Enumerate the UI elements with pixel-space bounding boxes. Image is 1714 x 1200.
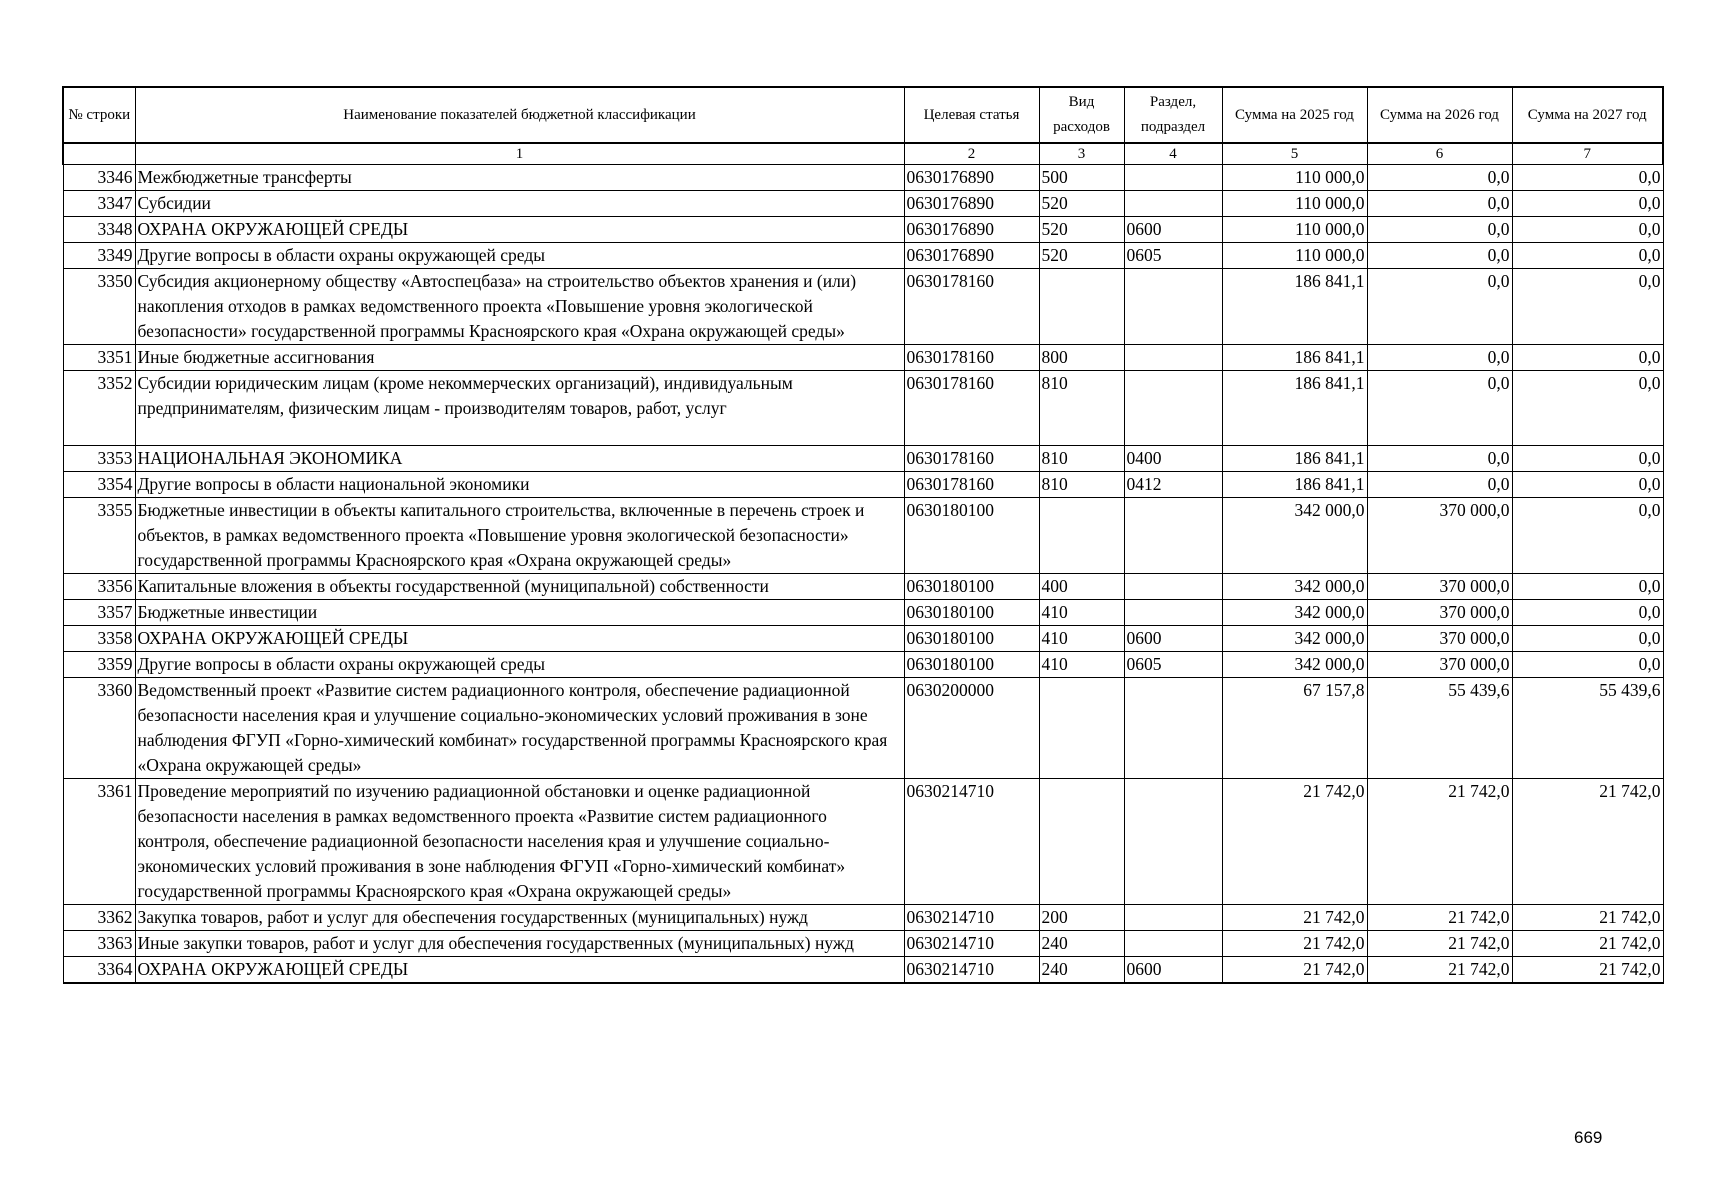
row-section bbox=[1124, 345, 1222, 371]
row-sum-2026: 55 439,6 bbox=[1367, 678, 1512, 779]
row-sum-2026: 370 000,0 bbox=[1367, 600, 1512, 626]
row-name: Проведение мероприятий по изучению радиационной обстановки и оценке радиационной безопасности населения в рамках ведомственного проекта «Развитие систем радиационного контроля, обеспечение радиационной безопасности населения края и улучшение социально-экономических условий проживания в зоне наблюдения ФГУП «Горно-химический комбинат» государственной программы Красноярского края «Охрана окружающей среды» bbox=[135, 779, 904, 905]
row-name: ОХРАНА ОКРУЖАЮЩЕЙ СРЕДЫ bbox=[135, 957, 904, 984]
header-razdel: Раздел, подраздел bbox=[1124, 87, 1222, 143]
row-section: 0600 bbox=[1124, 626, 1222, 652]
row-section bbox=[1124, 498, 1222, 574]
row-expense-type: 810 bbox=[1039, 371, 1124, 446]
row-target-code: 0630180100 bbox=[904, 574, 1039, 600]
row-sum-2026: 0,0 bbox=[1367, 243, 1512, 269]
row-section bbox=[1124, 269, 1222, 345]
row-sum-2027: 0,0 bbox=[1512, 652, 1663, 678]
row-number: 3350 bbox=[63, 269, 135, 345]
column-number: 4 bbox=[1124, 143, 1222, 165]
row-sum-2026: 370 000,0 bbox=[1367, 626, 1512, 652]
table-row bbox=[63, 498, 1663, 574]
row-section bbox=[1124, 905, 1222, 931]
row-name: Субсидии bbox=[135, 191, 904, 217]
row-expense-type: 200 bbox=[1039, 905, 1124, 931]
row-target-code: 0630178160 bbox=[904, 269, 1039, 345]
row-number: 3347 bbox=[63, 191, 135, 217]
row-name: ОХРАНА ОКРУЖАЮЩЕЙ СРЕДЫ bbox=[135, 217, 904, 243]
table-row bbox=[63, 600, 1663, 626]
row-section: 0600 bbox=[1124, 957, 1222, 984]
row-section bbox=[1124, 191, 1222, 217]
row-sum-2026: 0,0 bbox=[1367, 269, 1512, 345]
row-sum-2027: 0,0 bbox=[1512, 472, 1663, 498]
row-sum-2026: 0,0 bbox=[1367, 345, 1512, 371]
row-section bbox=[1124, 574, 1222, 600]
row-target-code: 0630176890 bbox=[904, 217, 1039, 243]
row-expense-type: 810 bbox=[1039, 446, 1124, 472]
row-name: Закупка товаров, работ и услуг для обеспечения государственных (муниципальных) нужд bbox=[135, 905, 904, 931]
row-sum-2025: 110 000,0 bbox=[1222, 243, 1367, 269]
row-sum-2025: 21 742,0 bbox=[1222, 779, 1367, 905]
row-number: 3359 bbox=[63, 652, 135, 678]
header-vid: Вид расходов bbox=[1039, 87, 1124, 143]
row-name: Субсидии юридическим лицам (кроме некоммерческих организаций), индивидуальным предпринимателям, физическим лицам - производителям товаров, работ, услуг bbox=[135, 371, 904, 446]
row-sum-2026: 21 742,0 bbox=[1367, 779, 1512, 905]
row-name: Капитальные вложения в объекты государственной (муниципальной) собственности bbox=[135, 574, 904, 600]
row-expense-type bbox=[1039, 498, 1124, 574]
row-sum-2025: 186 841,1 bbox=[1222, 446, 1367, 472]
header-sum-2027: Сумма на 2027 год bbox=[1512, 87, 1663, 143]
row-target-code: 0630178160 bbox=[904, 371, 1039, 446]
row-number: 3355 bbox=[63, 498, 135, 574]
column-number: 7 bbox=[1512, 143, 1663, 165]
row-sum-2027: 0,0 bbox=[1512, 446, 1663, 472]
row-target-code: 0630180100 bbox=[904, 626, 1039, 652]
table-row bbox=[63, 574, 1663, 600]
column-number: 2 bbox=[904, 143, 1039, 165]
column-numbers-row bbox=[63, 143, 1663, 165]
row-name: Иные бюджетные ассигнования bbox=[135, 345, 904, 371]
row-number: 3356 bbox=[63, 574, 135, 600]
row-target-code: 0630200000 bbox=[904, 678, 1039, 779]
row-section bbox=[1124, 678, 1222, 779]
row-expense-type: 410 bbox=[1039, 652, 1124, 678]
row-sum-2025: 21 742,0 bbox=[1222, 905, 1367, 931]
row-number: 3363 bbox=[63, 931, 135, 957]
row-sum-2025: 342 000,0 bbox=[1222, 498, 1367, 574]
row-section: 0605 bbox=[1124, 652, 1222, 678]
row-sum-2025: 21 742,0 bbox=[1222, 931, 1367, 957]
row-number: 3358 bbox=[63, 626, 135, 652]
budget-table bbox=[62, 86, 1664, 984]
table-row bbox=[63, 779, 1663, 905]
row-number: 3360 bbox=[63, 678, 135, 779]
row-expense-type: 240 bbox=[1039, 931, 1124, 957]
header-name: Наименование показателей бюджетной классификации bbox=[135, 87, 904, 143]
row-section bbox=[1124, 931, 1222, 957]
row-sum-2027: 21 742,0 bbox=[1512, 905, 1663, 931]
row-sum-2027: 0,0 bbox=[1512, 243, 1663, 269]
row-number: 3346 bbox=[63, 165, 135, 191]
table-row bbox=[63, 243, 1663, 269]
row-sum-2025: 67 157,8 bbox=[1222, 678, 1367, 779]
column-number: 6 bbox=[1367, 143, 1512, 165]
row-target-code: 0630180100 bbox=[904, 652, 1039, 678]
table-row bbox=[63, 472, 1663, 498]
row-sum-2025: 342 000,0 bbox=[1222, 574, 1367, 600]
row-sum-2026: 0,0 bbox=[1367, 217, 1512, 243]
row-section bbox=[1124, 779, 1222, 905]
row-sum-2027: 0,0 bbox=[1512, 574, 1663, 600]
row-section bbox=[1124, 165, 1222, 191]
row-expense-type: 520 bbox=[1039, 243, 1124, 269]
table-row bbox=[63, 931, 1663, 957]
row-number: 3354 bbox=[63, 472, 135, 498]
row-sum-2026: 21 742,0 bbox=[1367, 931, 1512, 957]
row-number: 3364 bbox=[63, 957, 135, 984]
row-target-code: 0630180100 bbox=[904, 498, 1039, 574]
row-name: Иные закупки товаров, работ и услуг для обеспечения государственных (муниципальных) нужд bbox=[135, 931, 904, 957]
row-sum-2026: 0,0 bbox=[1367, 165, 1512, 191]
row-sum-2027: 21 742,0 bbox=[1512, 779, 1663, 905]
row-sum-2026: 0,0 bbox=[1367, 191, 1512, 217]
column-number: 5 bbox=[1222, 143, 1367, 165]
row-number: 3348 bbox=[63, 217, 135, 243]
row-sum-2027: 0,0 bbox=[1512, 165, 1663, 191]
table-row bbox=[63, 217, 1663, 243]
row-name: НАЦИОНАЛЬНАЯ ЭКОНОМИКА bbox=[135, 446, 904, 472]
header-sum-2026: Сумма на 2026 год bbox=[1367, 87, 1512, 143]
row-number: 3349 bbox=[63, 243, 135, 269]
row-sum-2027: 21 742,0 bbox=[1512, 931, 1663, 957]
row-target-code: 0630178160 bbox=[904, 345, 1039, 371]
table-row bbox=[63, 269, 1663, 345]
row-sum-2027: 55 439,6 bbox=[1512, 678, 1663, 779]
row-expense-type: 500 bbox=[1039, 165, 1124, 191]
row-name: Ведомственный проект «Развитие систем радиационного контроля, обеспечение радиационной безопасности населения края и улучшение социально-экономических условий проживания в зоне наблюдения ФГУП «Горно-химический комбинат» государственной программы Красноярского края «Охрана окружающей среды» bbox=[135, 678, 904, 779]
table-row bbox=[63, 905, 1663, 931]
column-number bbox=[63, 143, 135, 165]
row-expense-type bbox=[1039, 779, 1124, 905]
row-sum-2025: 21 742,0 bbox=[1222, 957, 1367, 984]
table-row bbox=[63, 345, 1663, 371]
row-sum-2027: 0,0 bbox=[1512, 600, 1663, 626]
row-sum-2027: 0,0 bbox=[1512, 269, 1663, 345]
row-sum-2025: 186 841,1 bbox=[1222, 345, 1367, 371]
row-target-code: 0630176890 bbox=[904, 243, 1039, 269]
row-sum-2027: 0,0 bbox=[1512, 498, 1663, 574]
row-name: Другие вопросы в области охраны окружающей среды bbox=[135, 243, 904, 269]
row-sum-2026: 0,0 bbox=[1367, 472, 1512, 498]
row-sum-2025: 110 000,0 bbox=[1222, 217, 1367, 243]
row-number: 3361 bbox=[63, 779, 135, 905]
row-expense-type bbox=[1039, 269, 1124, 345]
row-target-code: 0630214710 bbox=[904, 779, 1039, 905]
row-section: 0600 bbox=[1124, 217, 1222, 243]
row-sum-2025: 342 000,0 bbox=[1222, 600, 1367, 626]
row-name: Бюджетные инвестиции в объекты капитального строительства, включенные в перечень строек и объектов, в рамках ведомственного проекта «Повышение уровня экологической безопасности» государственной программы Красноярского края «Охрана окружающей среды» bbox=[135, 498, 904, 574]
row-number: 3362 bbox=[63, 905, 135, 931]
row-sum-2026: 370 000,0 bbox=[1367, 498, 1512, 574]
row-sum-2027: 0,0 bbox=[1512, 345, 1663, 371]
row-sum-2026: 21 742,0 bbox=[1367, 957, 1512, 984]
row-sum-2026: 370 000,0 bbox=[1367, 574, 1512, 600]
row-sum-2027: 0,0 bbox=[1512, 371, 1663, 446]
row-sum-2027: 21 742,0 bbox=[1512, 957, 1663, 984]
row-sum-2027: 0,0 bbox=[1512, 217, 1663, 243]
table-row bbox=[63, 191, 1663, 217]
table-row bbox=[63, 652, 1663, 678]
row-sum-2027: 0,0 bbox=[1512, 191, 1663, 217]
row-sum-2025: 186 841,1 bbox=[1222, 472, 1367, 498]
column-number: 1 bbox=[135, 143, 904, 165]
row-sum-2027: 0,0 bbox=[1512, 626, 1663, 652]
row-sum-2025: 110 000,0 bbox=[1222, 191, 1367, 217]
row-expense-type: 520 bbox=[1039, 191, 1124, 217]
row-name: Другие вопросы в области охраны окружающей среды bbox=[135, 652, 904, 678]
row-expense-type: 520 bbox=[1039, 217, 1124, 243]
row-expense-type: 410 bbox=[1039, 600, 1124, 626]
row-target-code: 0630214710 bbox=[904, 957, 1039, 984]
page-number: 669 bbox=[1574, 1128, 1603, 1147]
row-name: Бюджетные инвестиции bbox=[135, 600, 904, 626]
row-sum-2026: 0,0 bbox=[1367, 446, 1512, 472]
row-number: 3352 bbox=[63, 371, 135, 446]
table-row bbox=[63, 626, 1663, 652]
row-sum-2026: 0,0 bbox=[1367, 371, 1512, 446]
row-expense-type: 800 bbox=[1039, 345, 1124, 371]
row-section: 0400 bbox=[1124, 446, 1222, 472]
row-target-code: 0630176890 bbox=[904, 165, 1039, 191]
row-expense-type: 810 bbox=[1039, 472, 1124, 498]
row-target-code: 0630180100 bbox=[904, 600, 1039, 626]
row-name: Межбюджетные трансферты bbox=[135, 165, 904, 191]
row-target-code: 0630176890 bbox=[904, 191, 1039, 217]
row-target-code: 0630178160 bbox=[904, 446, 1039, 472]
row-sum-2025: 110 000,0 bbox=[1222, 165, 1367, 191]
row-number: 3357 bbox=[63, 600, 135, 626]
row-expense-type: 400 bbox=[1039, 574, 1124, 600]
row-name: ОХРАНА ОКРУЖАЮЩЕЙ СРЕДЫ bbox=[135, 626, 904, 652]
row-section bbox=[1124, 600, 1222, 626]
row-number: 3353 bbox=[63, 446, 135, 472]
row-name: Другие вопросы в области национальной экономики bbox=[135, 472, 904, 498]
row-sum-2026: 21 742,0 bbox=[1367, 905, 1512, 931]
row-expense-type: 410 bbox=[1039, 626, 1124, 652]
row-name: Субсидия акционерному обществу «Автоспецбаза» на строительство объектов хранения и (или) накопления отходов в рамках ведомственного проекта «Повышение уровня экологической безопасности» государственной программы Красноярского края «Охрана окружающей среды» bbox=[135, 269, 904, 345]
header-code: Целевая статья bbox=[904, 87, 1039, 143]
row-target-code: 0630214710 bbox=[904, 905, 1039, 931]
row-sum-2025: 342 000,0 bbox=[1222, 652, 1367, 678]
table-row bbox=[63, 165, 1663, 191]
table-row bbox=[63, 678, 1663, 779]
row-expense-type: 240 bbox=[1039, 957, 1124, 984]
row-sum-2025: 186 841,1 bbox=[1222, 371, 1367, 446]
table-row bbox=[63, 371, 1663, 446]
row-section bbox=[1124, 371, 1222, 446]
header-sum-2025: Сумма на 2025 год bbox=[1222, 87, 1367, 143]
column-number: 3 bbox=[1039, 143, 1124, 165]
row-target-code: 0630178160 bbox=[904, 472, 1039, 498]
table-header bbox=[63, 87, 1663, 165]
row-expense-type bbox=[1039, 678, 1124, 779]
row-sum-2025: 186 841,1 bbox=[1222, 269, 1367, 345]
row-number: 3351 bbox=[63, 345, 135, 371]
table-body bbox=[63, 165, 1663, 984]
table-row bbox=[63, 957, 1663, 984]
row-sum-2025: 342 000,0 bbox=[1222, 626, 1367, 652]
row-target-code: 0630214710 bbox=[904, 931, 1039, 957]
row-section: 0605 bbox=[1124, 243, 1222, 269]
table-row bbox=[63, 446, 1663, 472]
row-sum-2026: 370 000,0 bbox=[1367, 652, 1512, 678]
row-section: 0412 bbox=[1124, 472, 1222, 498]
header-row-no: № строки bbox=[63, 87, 135, 143]
